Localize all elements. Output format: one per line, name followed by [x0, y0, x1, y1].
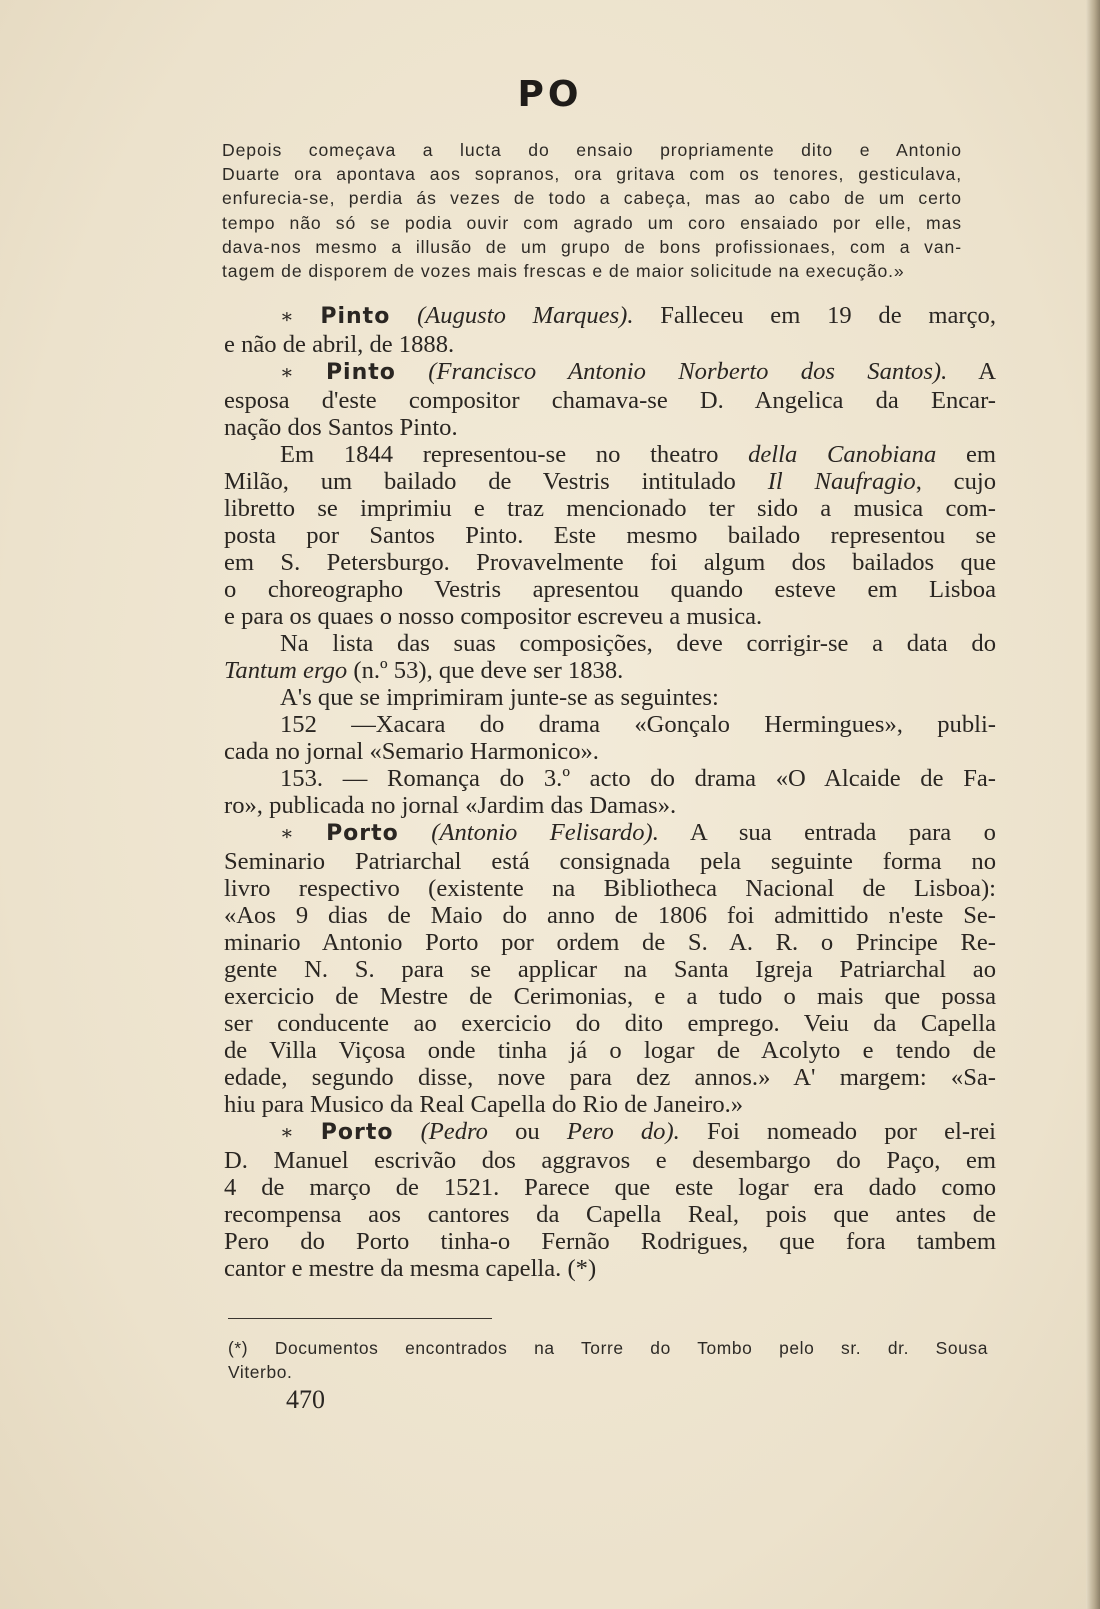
- star-mark: ∗: [280, 1122, 294, 1144]
- entry-text-line: Pero do Porto tinha-o Fernão Rodrigues, que fora tambem: [224, 1228, 996, 1255]
- entry-text-line: [224, 468, 996, 495]
- star-mark: ∗: [280, 823, 294, 845]
- entry-text: A sua entrada para o: [689, 819, 996, 846]
- italic-run: Il Naufragio: [767, 468, 916, 495]
- italic-run: della Canobiana: [748, 441, 937, 468]
- entry-name: (Pedro: [420, 1118, 488, 1145]
- entry-text-line: libretto se imprimiu e traz mencionado ter sido a musica com-: [224, 495, 996, 522]
- entry-text-line: gente N. S. para se applicar na Santa Igreja Patriarchal ao: [224, 956, 996, 983]
- text-run: Milão, um bailado de Vestris intitulado: [224, 468, 736, 495]
- intro-line: dava-nos mesmo a illusão de um grupo de bons profissionaes, com a van-: [222, 236, 962, 257]
- entry-text-line: e não de abril, de 1888.: [224, 331, 455, 358]
- entry-text: Foi nomeado por el-rei: [706, 1118, 996, 1145]
- footnote-rule: [228, 1318, 492, 1319]
- footnote: [228, 1336, 988, 1384]
- entry-text-line: o choreographo Vestris apresentou quando esteve em Lisboa: [224, 576, 996, 603]
- text-run: (n.º 53), que deve ser 1838.: [353, 657, 624, 684]
- entry-text: Falleceu em 19 de março,: [660, 302, 996, 329]
- entry-pinto-augusto: [224, 302, 996, 331]
- footnote-line: (*) Documentos encontrados na Torre do Tombo pelo sr. dr. Sousa: [228, 1338, 988, 1358]
- entry-text-line: e para os quaes o nosso compositor escreveu a musica.: [224, 603, 763, 630]
- text-run: em: [965, 441, 997, 468]
- entry-pinto-francisco: [224, 358, 996, 387]
- entry-text-line: recompensa aos cantores da Capella Real, pois que antes de: [224, 1201, 996, 1228]
- text-run: ou: [515, 1118, 540, 1145]
- page-number: 470: [286, 1385, 325, 1414]
- entry-text-line: 153. — Romança do 3.º acto do drama «O Alcaide de Fa-: [280, 765, 996, 792]
- entry-text-line: Seminario Patriarchal está consignada pela seguinte forma no: [224, 848, 996, 875]
- headword: Pinto: [325, 360, 396, 385]
- entry-text-line: Na lista das suas composições, deve corrigir-se a data do: [280, 630, 996, 657]
- entry-text-line: cantor e mestre da mesma capella. (*): [224, 1255, 597, 1282]
- entry-text-line: 4 de março de 1521. Parece que este logar era dado como: [224, 1174, 996, 1201]
- entry-text-line: cada no jornal «Semario Harmonico».: [224, 738, 599, 765]
- entry-text-line: de Villa Viçosa onde tinha já o logar de Acolyto e tendo de: [224, 1037, 996, 1064]
- entry-name: Pero do).: [566, 1118, 680, 1145]
- text-run: , cujo: [915, 468, 997, 495]
- entry-text-line: esposa d'este compositor chamava-se D. Angelica da Encar-: [224, 387, 996, 414]
- entry-text-line: minario Antonio Porto por ordem de S. A. R. o Principe Re-: [224, 929, 996, 956]
- entry-text-line: exercicio de Mestre de Cerimonias, e a tudo o mais que possa: [224, 983, 996, 1010]
- entry-porto-pedro: [224, 1118, 996, 1147]
- entry-name: (Antonio Felisardo).: [431, 819, 659, 846]
- entry-text-line: 152 —Xacara do drama «Gonçalo Hermingues», publi-: [280, 711, 996, 738]
- entry-text-line: em S. Petersburgo. Provavelmente foi algum dos bailados que: [224, 549, 996, 576]
- entry-text-line: livro respectivo (existente na Bibliotheca Nacional de Lisboa):: [224, 875, 996, 902]
- intro-line: tagem de disporem de vozes mais frescas e de maior solicitude na execução.»: [222, 261, 905, 282]
- intro-line: Duarte ora apontava aos sopranos, ora gritava com os tenores, gesticulava,: [222, 164, 962, 185]
- running-head: PO: [517, 74, 583, 115]
- entry-text-line: hiu para Musico da Real Capella do Rio de Janeiro.»: [224, 1091, 744, 1118]
- intro-line: enfurecia-se, perdia ás vezes de todo a cabeça, mas ao cabo de um certo: [222, 188, 962, 209]
- star-mark: ∗: [280, 306, 294, 328]
- intro-line: tempo não só se podia ouvir com agrado um coro ensaiado por elle, mas: [222, 212, 962, 233]
- entry-text-line: A's que se imprimiram junte-se as seguintes:: [280, 684, 719, 711]
- headword: Porto: [320, 1120, 394, 1145]
- entry-text-line: «Aos 9 dias de Maio do anno de 1806 foi admittido n'este Se-: [224, 902, 996, 929]
- page-edge: [1086, 0, 1100, 1609]
- entry-text-line: ser conducente ao exercicio do dito emprego. Veiu da Capella: [224, 1010, 996, 1037]
- entry-text-line: edade, segundo disse, nove para dez annos.» A' margem: «Sa-: [224, 1064, 996, 1091]
- headword: Porto: [326, 821, 399, 846]
- entry-text-line: posta por Santos Pinto. Este mesmo bailado representou se: [224, 522, 996, 549]
- entry-name: (Francisco Antonio Norberto dos Santos).: [428, 358, 948, 385]
- entry-text-line: D. Manuel escrivão dos aggravos e desembargo do Paço, em: [224, 1147, 996, 1174]
- entry-name: (Augusto Marques).: [417, 302, 634, 329]
- italic-run: Tantum ergo: [224, 657, 348, 684]
- entry-text: A: [978, 358, 996, 385]
- entry-text-line: nação dos Santos Pinto.: [224, 414, 458, 441]
- star-mark: ∗: [280, 362, 294, 384]
- entry-text-line: [224, 441, 996, 468]
- headword: Pinto: [320, 304, 391, 329]
- intro-quote: [222, 138, 962, 283]
- footnote-line: Viterbo.: [228, 1362, 293, 1382]
- entry-text-line: ro», publicada no jornal «Jardim das Damas».: [224, 792, 677, 819]
- text-run: Em 1844 representou-se no theatro: [280, 441, 719, 468]
- intro-line: Depois começava a lucta do ensaio propriamente dito e Antonio: [222, 140, 962, 160]
- entry-porto-antonio: [224, 819, 996, 848]
- body-text: [224, 302, 996, 1282]
- entry-text-line: [224, 657, 996, 684]
